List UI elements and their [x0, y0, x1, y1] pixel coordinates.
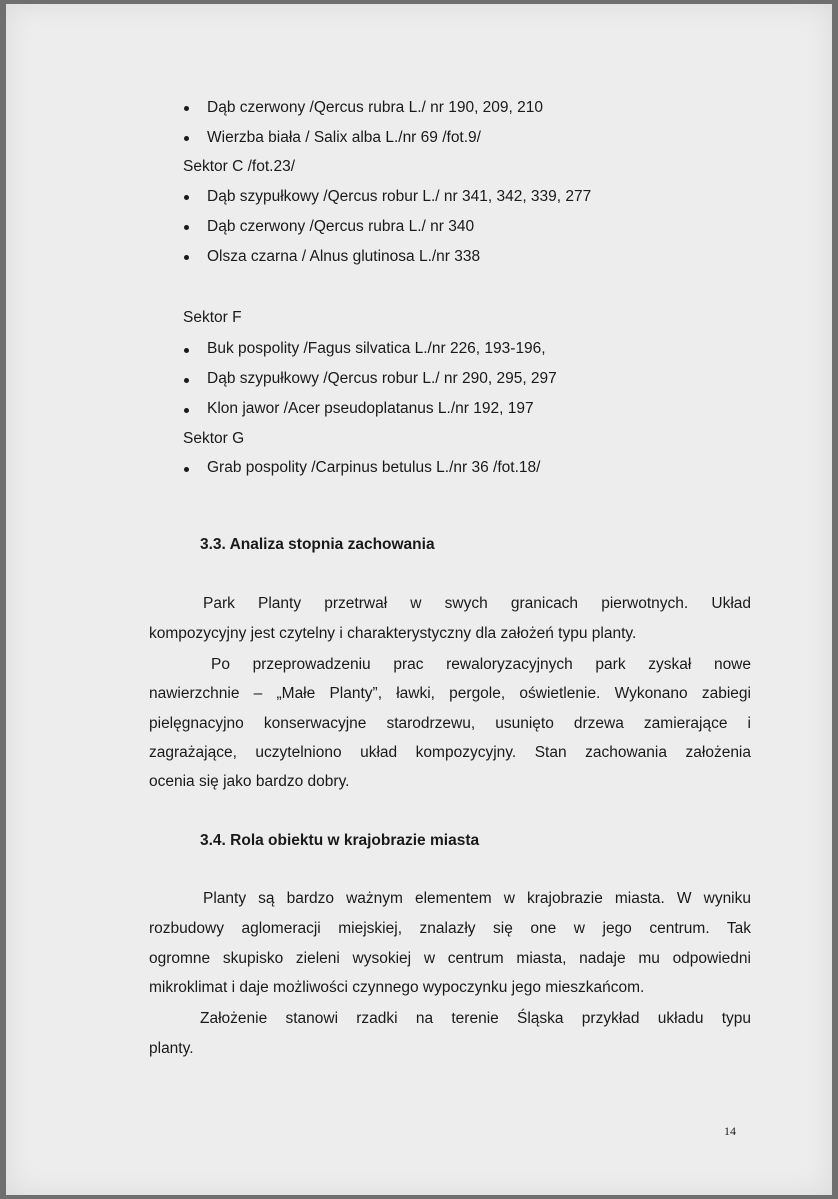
list-item: Dąb szypułkowy /Qercus robur L./ nr 290, 295, 297: [207, 370, 557, 387]
bullet: [184, 136, 189, 141]
bullet: [184, 408, 189, 413]
paragraph-line: ogromne skupisko zieleni wysokiej w centrum miasta, nadaje mu odpowiedni: [149, 950, 751, 967]
list-item: Olsza czarna / Alnus glutinosa L./nr 338: [207, 248, 481, 265]
paragraph-line: mikroklimat i daje możliwości czynnego wypoczynku jego mieszkańcom.: [149, 979, 645, 996]
sector-f-label: Sektor F: [183, 309, 242, 326]
section-heading: 3.4. Rola obiektu w krajobrazie miasta: [200, 832, 480, 849]
section-heading: 3.3. Analiza stopnia zachowania: [200, 536, 435, 553]
paragraph-line: nawierzchnie – „Małe Planty”, ławki, pergole, oświetlenie. Wykonano zabiegi: [149, 685, 751, 702]
page-number: 14: [724, 1124, 736, 1138]
sector-c-label: Sektor C /fot.23/: [183, 158, 295, 175]
list-item: Dąb szypułkowy /Qercus robur L./ nr 341, 342, 339, 277: [207, 188, 592, 205]
list-item: Grab pospolity /Carpinus betulus L./nr 36 /fot.18/: [207, 459, 541, 476]
paragraph-line: pielęgnacyjno konserwacyjne starodrzewu, usunięto drzewa zamierające i: [149, 715, 751, 732]
paragraph-line: Park Planty przetrwał w swych granicach pierwotnych. Układ: [203, 595, 751, 612]
paragraph-line: ocenia się jako bardzo dobry.: [149, 773, 350, 790]
bullet: [184, 348, 189, 353]
paragraph-line: Planty są bardzo ważnym elementem w krajobrazie miasta. W wyniku: [203, 890, 751, 907]
bullet: [184, 195, 189, 200]
sector-g-label: Sektor G: [183, 430, 245, 447]
paragraph-line: Założenie stanowi rzadki na terenie Śląska przykład układu typu: [200, 1010, 751, 1027]
bullet: [184, 255, 189, 260]
paragraph-line: zagrażające, uczytelniono układ kompozycyjny. Stan zachowania założenia: [149, 744, 751, 761]
list-item: Dąb czerwony /Qercus rubra L./ nr 340: [207, 218, 475, 235]
bullet: [184, 106, 189, 111]
bullet: [184, 467, 189, 472]
paragraph-line: Po przeprowadzeniu prac rewaloryzacyjnych park zyskał nowe: [211, 656, 751, 673]
list-item: Wierzba biała / Salix alba L./nr 69 /fot.9/: [207, 129, 481, 146]
paragraph-line: rozbudowy aglomeracji miejskiej, znalazły się one w jego centrum. Tak: [149, 920, 751, 937]
list-item: Dąb czerwony /Qercus rubra L./ nr 190, 209, 210: [207, 99, 544, 116]
list-item: Klon jawor /Acer pseudoplatanus L./nr 192, 197: [207, 400, 534, 417]
bullet: [184, 225, 189, 230]
paragraph-line: kompozycyjny jest czytelny i charakterystyczny dla założeń typu planty.: [149, 625, 637, 642]
bullet: [184, 378, 189, 383]
paragraph-line: planty.: [149, 1040, 194, 1057]
list-item: Buk pospolity /Fagus silvatica L./nr 226, 193-196,: [207, 340, 546, 357]
